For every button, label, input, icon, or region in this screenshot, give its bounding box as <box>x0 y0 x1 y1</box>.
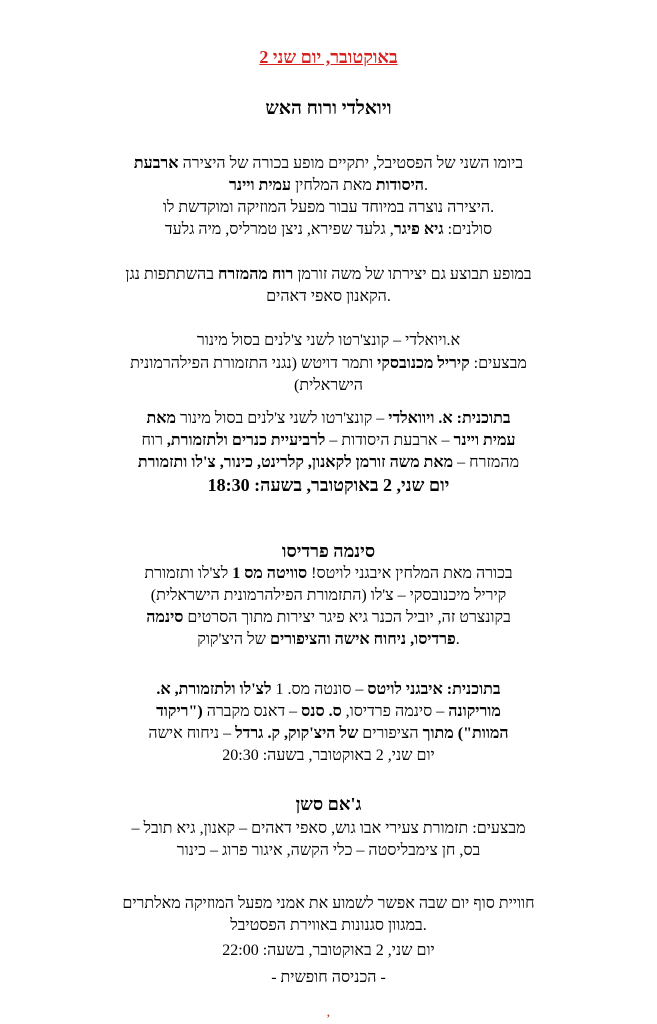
text-run: הישראלית) <box>294 377 363 394</box>
block-free-entrance-line <box>55 967 603 989</box>
text-run: חוויית סוף יום שבה אפשר לשמוע את אמני מפעל המוזיקה מאלתרים <box>122 895 535 912</box>
text-run: הציפורים <box>358 725 423 742</box>
document-content <box>55 46 603 989</box>
text-run: יום שני, 2 באוקטובר, בשעה: 18:30 <box>207 475 450 495</box>
text-run: . <box>423 177 428 194</box>
text-line <box>55 430 603 452</box>
text-run: עמית ויינר <box>229 177 292 194</box>
text-run: פרדיסו, ניחוח אישה והציפורים <box>269 631 456 648</box>
block-show-title-vivaldi <box>55 98 603 120</box>
block-cinema-paragraph <box>55 563 603 651</box>
block-intro-paragraph <box>55 153 603 241</box>
text-line <box>55 940 603 962</box>
text-run: קיריל מיכנובסקי – צ'לו (התזמורת הפילהרמונית הישראלית) <box>150 587 507 604</box>
text-run: ותמר דויטש (נגני התזמורת הפילהרמונית <box>130 355 378 372</box>
text-run: בתוכנית: איבגני לויטס <box>367 681 501 698</box>
block-jam-performers <box>55 818 603 862</box>
text-run: בתוכנית: א. ויוואלדי <box>388 410 511 427</box>
text-run: סולנים: <box>443 221 493 238</box>
text-run: מאת משה זורמן לקאנון, קלרינט, כינור, צ'לו ותזמורת <box>137 454 454 471</box>
text-line <box>55 330 603 352</box>
text-line <box>55 563 603 585</box>
text-line <box>55 286 603 308</box>
text-run: מאת המלחין <box>291 177 376 194</box>
block-program-vivaldi <box>55 408 603 496</box>
text-run: במופע תבוצע גם יצירתו של משה זורמן <box>293 266 532 283</box>
text-run: של היצ'קוק <box>197 631 270 648</box>
text-run: .הקאנון סאפי דאהים <box>266 288 391 305</box>
text-run: לצ'לו ולתזמורת, א. <box>156 681 272 698</box>
text-run: המוות") מתוך <box>422 725 509 742</box>
text-line <box>55 585 603 607</box>
text-run: – דאנס מקברה <box>202 703 302 720</box>
text-run: . <box>455 631 460 648</box>
text-line <box>55 46 603 68</box>
text-run: לצ'לו ותזמורת <box>144 565 233 582</box>
block-performers-line <box>55 353 603 397</box>
text-run: ביומו השני של הפסטיבל, יתקיים מופע בכורה של היצירה <box>178 155 524 172</box>
text-line <box>55 408 603 430</box>
text-run: גיא פיגר <box>393 221 444 238</box>
text-run: יום שני, 2 באוקטובר, בשעה: 22:00 <box>222 942 435 959</box>
text-run: - הכניסה חופשית - <box>271 969 386 986</box>
block-program-cinema <box>55 679 603 767</box>
text-line <box>55 474 603 496</box>
text-line <box>55 701 603 723</box>
text-line <box>55 264 603 286</box>
text-run: סוויטה מס 1 <box>232 565 308 582</box>
text-line <box>55 153 603 175</box>
text-run: – ארבעת היסודות – <box>325 432 454 449</box>
text-run: בכורה מאת המלחין איבגני לויטס! <box>307 565 513 582</box>
block-jam-session-heading <box>55 793 603 815</box>
text-run: בס, חן צימבליסטה – כלי הקשה, איגור פרוג – כינור <box>176 842 481 859</box>
text-line <box>55 98 603 120</box>
text-run: – קונצ'רטו לשני צ'לנים בסול מינור <box>175 410 389 427</box>
text-run: מהמזרח – <box>453 454 520 471</box>
text-run: בהשתתפות נגן <box>125 266 218 283</box>
text-line <box>55 818 603 840</box>
text-run: בקונצרט זה, יוביל הכנר גיא פיגר יצירות מתוך הסרטים <box>183 609 511 626</box>
block-jam-time-line <box>55 940 603 962</box>
text-line <box>55 745 603 767</box>
text-line <box>55 375 603 397</box>
text-line <box>55 607 603 629</box>
text-run: לרביעיית כנרים ולתזמורת, <box>166 432 326 449</box>
text-run: יום שני, 2 באוקטובר, בשעה: 20:30 <box>222 747 435 764</box>
block-cinema-paradiso-heading <box>55 540 603 562</box>
text-line <box>55 840 603 862</box>
text-line <box>55 915 603 937</box>
text-run: מבצעים: <box>469 355 527 372</box>
block-date-title <box>55 46 603 68</box>
text-line <box>55 175 603 197</box>
text-line <box>55 793 603 815</box>
text-run: – סונטה מס. 1 <box>271 681 368 698</box>
text-run: מבצעים: תזמורת צעירי אבו גוש, סאפי דאהים – קאנון, גיא תובל – <box>131 820 526 837</box>
text-line <box>55 679 603 701</box>
text-run: ג'אם סשן <box>295 794 362 814</box>
text-run: באוקטובר, יום שני 2 <box>259 47 398 67</box>
text-run: סינמה פרדיסו <box>281 541 376 561</box>
text-run: .במגוון סגנונות באווירת הפסטיבל <box>230 917 427 934</box>
text-run: רוח <box>141 432 167 449</box>
text-run: מאת <box>146 410 176 427</box>
text-run: , גלעד שפירא, ניצן טמרליס, מיה גלעד <box>164 221 394 238</box>
text-line <box>55 893 603 915</box>
text-run: – סינמה פרדיסו, <box>341 703 449 720</box>
text-run: ארבעת <box>133 155 179 172</box>
next-page-red-text-fragment: , <box>327 1007 330 1019</box>
text-line <box>55 723 603 745</box>
block-zorman-paragraph <box>55 264 603 308</box>
text-line <box>55 197 603 219</box>
text-run: ("ריקוד <box>156 703 203 720</box>
text-run: של היצ'קוק, ק. גרדל <box>235 725 359 742</box>
text-line <box>55 967 603 989</box>
text-run: עמית ויינר <box>453 432 516 449</box>
block-vivaldi-concerto-line <box>55 330 603 352</box>
text-run: ויואלדי ורוח האש <box>265 98 392 119</box>
text-run: קיריל מכנובסקי <box>377 355 470 372</box>
text-run: היסודות <box>375 177 424 194</box>
text-run: מוריקונה <box>448 703 501 720</box>
text-run: סינמה <box>146 609 184 626</box>
text-run: – ניחוח אישה <box>148 725 236 742</box>
text-run: ס. סנס <box>301 703 342 720</box>
text-line <box>55 353 603 375</box>
text-line <box>55 219 603 241</box>
text-line <box>55 629 603 651</box>
text-run: רוח מהמזרח <box>217 266 294 283</box>
text-run: א.ויואלדי – קונצ'רטו לשני צ'לנים בסול מינור <box>196 332 461 349</box>
block-closing-paragraph <box>55 893 603 937</box>
text-line <box>55 452 603 474</box>
text-run: .היצירה נוצרה במיוחד עבור מפעל המוזיקה ומוקדשת לו <box>162 199 495 216</box>
text-line <box>55 540 603 562</box>
